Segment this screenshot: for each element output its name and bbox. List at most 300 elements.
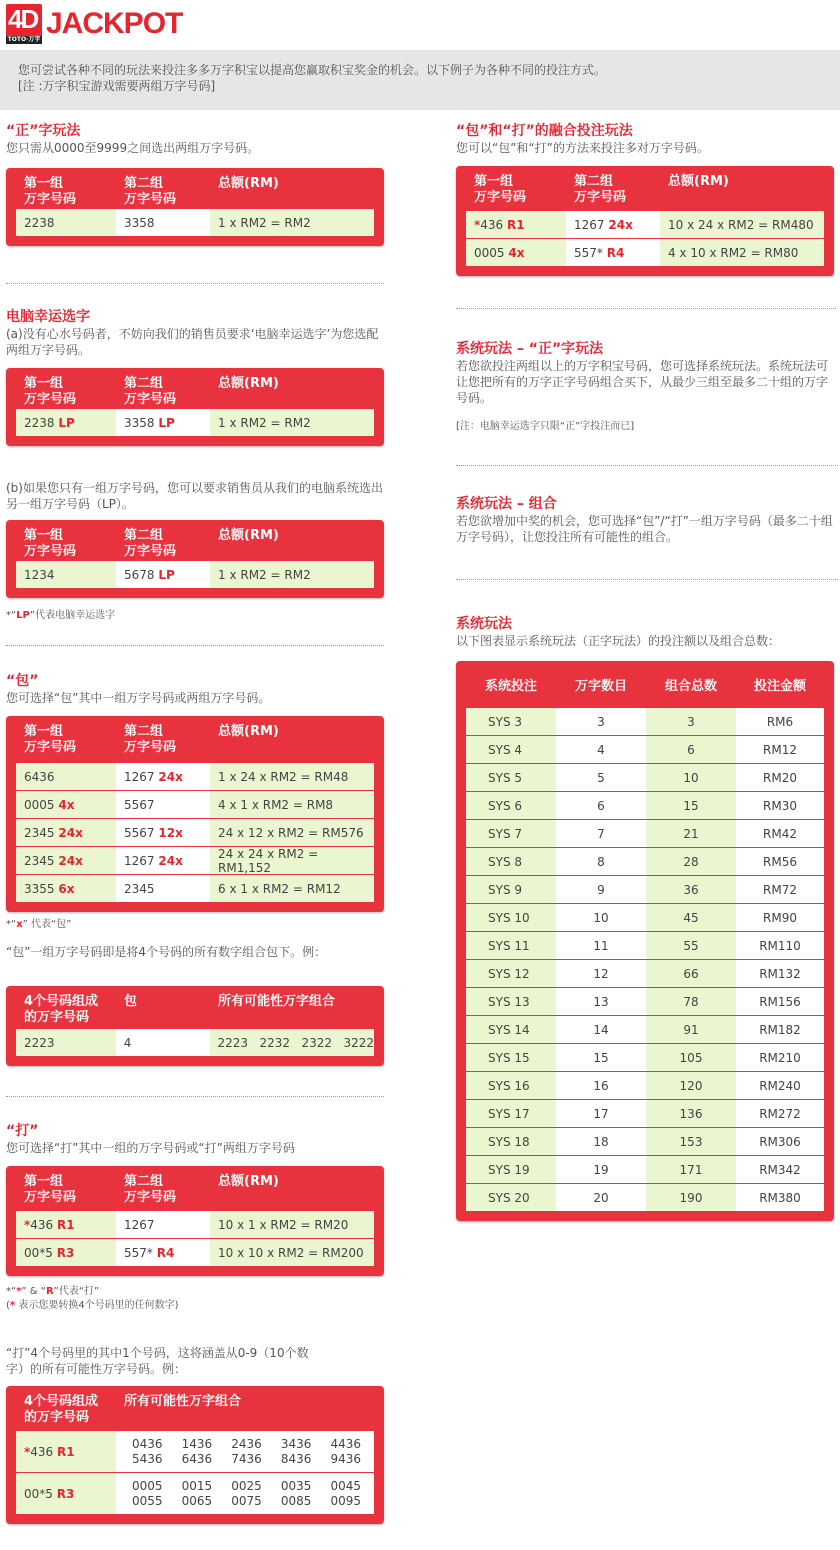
cell: SYS 19 xyxy=(466,1156,556,1183)
number: 2238 xyxy=(24,415,55,430)
number: 1267 xyxy=(124,1217,155,1232)
cell: 15 xyxy=(646,792,736,819)
table-row xyxy=(466,763,824,791)
lp-tag: LP xyxy=(58,415,75,430)
number: 5567 xyxy=(124,797,155,812)
number: 0005 xyxy=(24,797,55,812)
combo-rows xyxy=(466,210,824,266)
divider xyxy=(6,645,384,646)
number: 557* xyxy=(124,1245,153,1260)
bet-tag: 4x xyxy=(508,245,525,260)
cell: SYS 15 xyxy=(466,1044,556,1071)
section-title: “打” xyxy=(6,1123,39,1139)
note-tag: LP xyxy=(16,610,30,621)
col-header: 第一组 万字号码 xyxy=(24,1174,77,1205)
cell: SYS 14 xyxy=(466,1016,556,1043)
note-text: ”代表电脑幸运选字 xyxy=(29,610,116,621)
section-desc: 您可选择“包”其中一组万字号码或两组万字号码。 xyxy=(6,691,271,705)
cell: 11 xyxy=(556,932,646,959)
table-row xyxy=(16,208,374,236)
roll-explain: “打”4个号码里的其中1个号码，这将涵盖从0-9（10个数字）的所有可能性万字号码。例： xyxy=(6,1346,309,1376)
box-explain: “包”一组万字号码即是将4个号码的所有数字组合包下。例： xyxy=(6,945,327,959)
number: 3358 xyxy=(124,415,155,430)
cell: SYS 18 xyxy=(466,1128,556,1155)
cell xyxy=(116,819,210,846)
table-row xyxy=(466,847,824,875)
col-header: 4个号码组成 的万字号码 xyxy=(24,1394,99,1425)
cell xyxy=(16,1473,116,1514)
cell: 3 xyxy=(556,708,646,735)
section-title: “包” xyxy=(6,673,39,689)
cell: SYS 3 xyxy=(466,708,556,735)
number: 2345 xyxy=(24,853,55,868)
cell xyxy=(116,847,210,874)
cell: 3 xyxy=(646,708,736,735)
table-row xyxy=(16,874,374,902)
cell: RM90 xyxy=(736,904,824,931)
cell: 14 xyxy=(556,1016,646,1043)
cell: 1 x RM2 = RM2 xyxy=(210,561,374,588)
section-desc: 若您欲增加中奖的机会，您可选择“包”/“打”一组万字号码（最多二十组万字号码），让您投注所有可能性的组合。 xyxy=(456,514,833,544)
combo-line: 0436 1436 2436 3436 4436 xyxy=(132,1436,361,1451)
note-tag: x xyxy=(16,919,23,930)
col-header: 总额(RM) xyxy=(668,174,729,189)
section-desc: 您可以“包”和“打”的方法来投注多对万字号码。 xyxy=(456,141,709,155)
cell: RM156 xyxy=(736,988,824,1015)
cell: RM56 xyxy=(736,848,824,875)
cell: RM306 xyxy=(736,1128,824,1155)
lp-note xyxy=(6,609,115,623)
note-line-1 xyxy=(6,1285,179,1299)
cell xyxy=(16,1431,116,1472)
col-header: 组合总数 xyxy=(664,678,717,694)
col-header: 第一组 万字号码 xyxy=(24,724,77,755)
table-row xyxy=(466,210,824,238)
section-desc: 以下图表显示系统玩法（正字玩法）的投注额以及组合总数： xyxy=(456,634,781,648)
star-mark: * xyxy=(24,1444,31,1459)
cell xyxy=(16,875,116,902)
cell: 21 xyxy=(646,820,736,847)
cell: 17 xyxy=(556,1100,646,1127)
cell: 6 xyxy=(556,792,646,819)
table-row xyxy=(466,791,824,819)
table-row xyxy=(16,408,374,436)
section-roll xyxy=(6,1122,386,1156)
combo-table xyxy=(456,166,834,276)
section-sys-table xyxy=(456,615,838,649)
col-header: 第一组 万字号码 xyxy=(24,176,77,207)
table-row xyxy=(16,790,374,818)
cell: RM12 xyxy=(736,736,824,763)
cell: 36 xyxy=(646,876,736,903)
cell: RM182 xyxy=(736,1016,824,1043)
cell: 10 x 10 x RM2 = RM200 xyxy=(210,1239,374,1266)
section-note: [注：电脑幸运选字只限“正”字投注而已] xyxy=(456,421,635,432)
number: 1267 xyxy=(124,769,155,784)
section-desc: 您只需从0000至9999之间选出两组万字号码。 xyxy=(6,141,260,155)
bet-tag: 6x xyxy=(58,881,75,896)
bet-tag: R1 xyxy=(57,1444,75,1459)
table-row xyxy=(466,819,824,847)
bet-tag: 24x xyxy=(58,825,83,840)
table-row xyxy=(466,1155,824,1183)
bet-tag: R4 xyxy=(606,245,625,260)
col-header: 系统投注 xyxy=(484,678,537,694)
cell: 4 xyxy=(116,1029,210,1056)
col-header: 第一组 万字号码 xyxy=(24,376,77,407)
col-header: 4个号码组成 的万字号码 xyxy=(24,994,99,1025)
table-row xyxy=(16,1028,374,1056)
cell: 13 xyxy=(556,988,646,1015)
cell: 15 xyxy=(556,1044,646,1071)
number: 436 xyxy=(30,1217,54,1232)
cell: 24 x 24 x RM2 = RM1,152 xyxy=(210,847,374,874)
lp-tag: LP xyxy=(158,567,175,582)
cell: 3358 xyxy=(116,209,210,236)
col-header: 所有可能性万字组合 xyxy=(218,994,336,1009)
cell: RM272 xyxy=(736,1100,824,1127)
col-header: 总额(RM) xyxy=(218,176,279,191)
box-note xyxy=(6,918,71,932)
table-row xyxy=(466,903,824,931)
section-straight xyxy=(6,122,386,156)
bet-tag: R4 xyxy=(156,1245,175,1260)
cell xyxy=(116,875,210,902)
section-desc: (a)没有心水号码者，不妨向我们的销售员要求‘电脑幸运选字’为您选配两组万字号码。 xyxy=(6,327,379,357)
system-table xyxy=(456,661,834,1221)
cell: RM342 xyxy=(736,1156,824,1183)
number: 3355 xyxy=(24,881,55,896)
cell: RM42 xyxy=(736,820,824,847)
box-example-table xyxy=(6,986,384,1066)
cell xyxy=(16,763,116,790)
cell: 8 xyxy=(556,848,646,875)
bet-tag: R1 xyxy=(507,217,525,232)
cell: 10 xyxy=(646,764,736,791)
number: 557* xyxy=(574,245,603,260)
section-sys-straight xyxy=(456,340,838,434)
cell: 10 x 24 x RM2 = RM480 xyxy=(660,211,824,238)
section-title: 系统玩法 xyxy=(456,616,512,632)
cell: 2238 xyxy=(16,209,116,236)
bet-tag: 24x xyxy=(158,853,183,868)
intro-line-2: [注 :万字积宝游戏需要两组万字号码] xyxy=(18,79,216,93)
cell: 1 x 24 x RM2 = RM48 xyxy=(210,763,374,790)
table-row xyxy=(466,1071,824,1099)
number: 436 xyxy=(30,1444,54,1459)
intro-box xyxy=(0,50,840,110)
bet-tag: 24x xyxy=(608,217,633,232)
note-tag: * xyxy=(16,1286,22,1297)
straight-table xyxy=(6,168,384,246)
cell: 1 x RM2 = RM2 xyxy=(210,209,374,236)
col-header: 第二组 万字号码 xyxy=(124,376,177,407)
table-row xyxy=(466,987,824,1015)
note-text: *“ xyxy=(6,610,17,621)
table-row xyxy=(16,762,374,790)
box-table xyxy=(6,716,384,912)
cell: SYS 16 xyxy=(466,1072,556,1099)
cell: 19 xyxy=(556,1156,646,1183)
col-header: 总额(RM) xyxy=(218,1174,279,1189)
cell xyxy=(466,211,566,238)
cell xyxy=(116,1473,374,1514)
col-header: 投注金额 xyxy=(753,678,806,694)
star-mark: * xyxy=(474,217,481,232)
cell: SYS 9 xyxy=(466,876,556,903)
roll-table xyxy=(6,1166,384,1276)
table-row xyxy=(466,1043,824,1071)
table-row xyxy=(466,1099,824,1127)
note-tag: * xyxy=(9,1300,16,1311)
cell xyxy=(566,239,660,266)
cell xyxy=(16,1211,116,1238)
table-row xyxy=(466,1183,824,1211)
cell: 153 xyxy=(646,1128,736,1155)
cell: 45 xyxy=(646,904,736,931)
divider xyxy=(456,579,838,580)
cell: SYS 8 xyxy=(466,848,556,875)
note-text: ( xyxy=(6,1300,10,1311)
logo-mark xyxy=(6,4,42,44)
col-header: 总额(RM) xyxy=(218,724,279,739)
intro-line-1: 您可尝试各种不同的玩法来投注多多万字积宝以提高您赢取积宝奖金的机会。以下例子为各种不同的投注方式。 xyxy=(18,63,607,77)
col-header: 包 xyxy=(124,994,138,1009)
combo-line: 0005 0015 0025 0035 0045 xyxy=(132,1478,361,1493)
cell xyxy=(16,1239,116,1266)
cell: 16 xyxy=(556,1072,646,1099)
cell: 4 x 1 x RM2 = RM8 xyxy=(210,791,374,818)
bet-tag: R3 xyxy=(56,1245,75,1260)
table-row xyxy=(466,959,824,987)
number: 2345 xyxy=(124,881,155,896)
logo[interactable] xyxy=(6,4,182,44)
cell: 6 x 1 x RM2 = RM12 xyxy=(210,875,374,902)
box-rows xyxy=(16,762,374,902)
cell: 55 xyxy=(646,932,736,959)
cell: RM30 xyxy=(736,792,824,819)
table-row xyxy=(466,931,824,959)
bet-tag: R3 xyxy=(56,1486,75,1501)
note-text: ” & “ xyxy=(21,1286,46,1297)
cell xyxy=(116,1239,210,1266)
table-row xyxy=(466,707,824,735)
cell: RM72 xyxy=(736,876,824,903)
logo-sub: TOTO·万字 xyxy=(7,36,41,43)
table-row xyxy=(16,1238,374,1266)
system-table-rows xyxy=(466,707,824,1211)
section-title: “包”和“打”的融合投注玩法 xyxy=(456,123,633,139)
cell xyxy=(466,239,566,266)
cell: 66 xyxy=(646,960,736,987)
cell xyxy=(116,1431,374,1472)
note-text: ”代表“打” xyxy=(53,1286,100,1297)
cell: 9 xyxy=(556,876,646,903)
logo-4d: 4D xyxy=(8,4,38,34)
number: 6436 xyxy=(24,769,55,784)
cell xyxy=(116,561,210,588)
divider xyxy=(6,1096,384,1097)
cell: RM20 xyxy=(736,764,824,791)
col-header: 第二组 万字号码 xyxy=(124,1174,177,1205)
cell: 136 xyxy=(646,1100,736,1127)
cell: RM380 xyxy=(736,1184,824,1211)
cell: SYS 10 xyxy=(466,904,556,931)
roll-rows xyxy=(16,1210,374,1266)
cell: SYS 7 xyxy=(466,820,556,847)
table-row xyxy=(466,1127,824,1155)
table-row xyxy=(16,560,374,588)
section-sys-combo xyxy=(456,495,838,545)
lucky-desc-b: (b)如果您只有一组万字号码，您可以要求销售员从我们的电脑系统选出另一组万字号码（LP）。 xyxy=(6,481,383,511)
bet-tag: 24x xyxy=(58,853,83,868)
cell: SYS 12 xyxy=(466,960,556,987)
note-line-2 xyxy=(6,1299,179,1313)
table-row xyxy=(16,1430,374,1472)
cell: RM6 xyxy=(736,708,824,735)
bet-tag: 12x xyxy=(158,825,183,840)
section-title: 系统玩法 – “正”字玩法 xyxy=(456,341,604,357)
number: 1267 xyxy=(574,217,605,232)
lucky-table-b xyxy=(6,520,384,598)
divider xyxy=(456,465,838,466)
cell: 1 x RM2 = RM2 xyxy=(210,409,374,436)
cell xyxy=(16,847,116,874)
cell xyxy=(116,763,210,790)
bet-tag: 4x xyxy=(58,797,75,812)
section-title: 电脑幸运选字 xyxy=(6,309,90,325)
col-header: 第一组 万字号码 xyxy=(474,174,527,205)
cell: 2223 2232 2322 3222 xyxy=(210,1029,375,1056)
table-row xyxy=(16,1210,374,1238)
cell: 28 xyxy=(646,848,736,875)
cell xyxy=(116,791,210,818)
col-header: 所有可能性万字组合 xyxy=(124,1394,242,1409)
cell xyxy=(16,791,116,818)
number: 436 xyxy=(480,217,504,232)
cell: 1234 xyxy=(16,561,116,588)
cell: SYS 13 xyxy=(466,988,556,1015)
cell: 91 xyxy=(646,1016,736,1043)
cell: 5 xyxy=(556,764,646,791)
combo-line: 5436 6436 7436 8436 9436 xyxy=(132,1451,361,1466)
number: 00*5 xyxy=(24,1245,53,1260)
logo-text: JACKPOT xyxy=(46,7,183,40)
cell xyxy=(16,819,116,846)
cell: SYS 11 xyxy=(466,932,556,959)
table-row xyxy=(466,875,824,903)
table-row xyxy=(466,1015,824,1043)
number: 5678 xyxy=(124,567,155,582)
col-header: 第二组 万字号码 xyxy=(124,528,177,559)
combo-line: 0055 0065 0075 0085 0095 xyxy=(132,1493,361,1508)
cell: 12 xyxy=(556,960,646,987)
cell: 10 xyxy=(556,904,646,931)
bet-tag: 24x xyxy=(158,769,183,784)
col-header: 第二组 万字号码 xyxy=(574,174,627,205)
lp-tag: LP xyxy=(158,415,175,430)
cell: 10 x 1 x RM2 = RM20 xyxy=(210,1211,374,1238)
section-desc: 您可选择“打”其中一组的万字号码或“打”两组万字号码 xyxy=(6,1141,295,1155)
cell xyxy=(16,409,116,436)
table-row xyxy=(466,735,824,763)
cell xyxy=(566,211,660,238)
cell: 190 xyxy=(646,1184,736,1211)
star-mark: * xyxy=(24,1217,31,1232)
roll-example-rows xyxy=(16,1430,374,1514)
cell: RM110 xyxy=(736,932,824,959)
section-combo xyxy=(456,122,836,156)
number: 0005 xyxy=(474,245,505,260)
number: 5567 xyxy=(124,825,155,840)
cell: RM210 xyxy=(736,1044,824,1071)
note-text: *“ xyxy=(6,919,17,930)
section-lucky xyxy=(6,308,386,358)
note-text: *“ xyxy=(6,1286,17,1297)
cell: RM132 xyxy=(736,960,824,987)
roll-example-table xyxy=(6,1386,384,1524)
cell: 7 xyxy=(556,820,646,847)
cell: 4 x 10 x RM2 = RM80 xyxy=(660,239,824,266)
table-row xyxy=(16,846,374,874)
cell: 171 xyxy=(646,1156,736,1183)
number: 2345 xyxy=(24,825,55,840)
cell: 18 xyxy=(556,1128,646,1155)
table-row xyxy=(16,1472,374,1514)
table-row xyxy=(466,238,824,266)
lucky-table-a xyxy=(6,368,384,446)
cell xyxy=(116,1211,210,1238)
cell: RM240 xyxy=(736,1072,824,1099)
divider xyxy=(6,283,384,284)
section-title: “正”字玩法 xyxy=(6,123,81,139)
table-row xyxy=(16,818,374,846)
col-header: 第二组 万字号码 xyxy=(124,724,177,755)
cell: 24 x 12 x RM2 = RM576 xyxy=(210,819,374,846)
col-header: 万字数目 xyxy=(574,678,627,694)
cell: SYS 17 xyxy=(466,1100,556,1127)
cell: SYS 4 xyxy=(466,736,556,763)
divider xyxy=(456,308,836,309)
cell: 2223 xyxy=(16,1029,116,1056)
col-header: 总额(RM) xyxy=(218,528,279,543)
section-box xyxy=(6,672,386,706)
col-header: 第一组 万字号码 xyxy=(24,528,77,559)
cell: 20 xyxy=(556,1184,646,1211)
number: 00*5 xyxy=(24,1486,53,1501)
cell: 120 xyxy=(646,1072,736,1099)
cell: SYS 6 xyxy=(466,792,556,819)
roll-note xyxy=(6,1285,179,1313)
section-title: 系统玩法 – 组合 xyxy=(456,496,557,512)
section-desc: 若您欲投注两组以上的万字积宝号码，您可选择系统玩法。系统玩法可让您把所有的万字正字号码组合买下，从最少三组至最多二十组的万字号码。 xyxy=(456,359,829,405)
col-header: 总额(RM) xyxy=(218,376,279,391)
note-tag: R xyxy=(45,1286,54,1297)
system-table-header xyxy=(466,661,824,707)
note-text: ” 代表“包” xyxy=(22,919,72,930)
cell: 6 xyxy=(646,736,736,763)
cell: SYS 5 xyxy=(466,764,556,791)
col-header: 第二组 万字号码 xyxy=(124,176,177,207)
cell: 105 xyxy=(646,1044,736,1071)
cell: 78 xyxy=(646,988,736,1015)
bet-tag: R1 xyxy=(57,1217,75,1232)
note-text: 表示您要转换4个号码里的任何数字) xyxy=(15,1300,179,1311)
cell xyxy=(116,409,210,436)
cell: 4 xyxy=(556,736,646,763)
number: 1267 xyxy=(124,853,155,868)
cell: SYS 20 xyxy=(466,1184,556,1211)
